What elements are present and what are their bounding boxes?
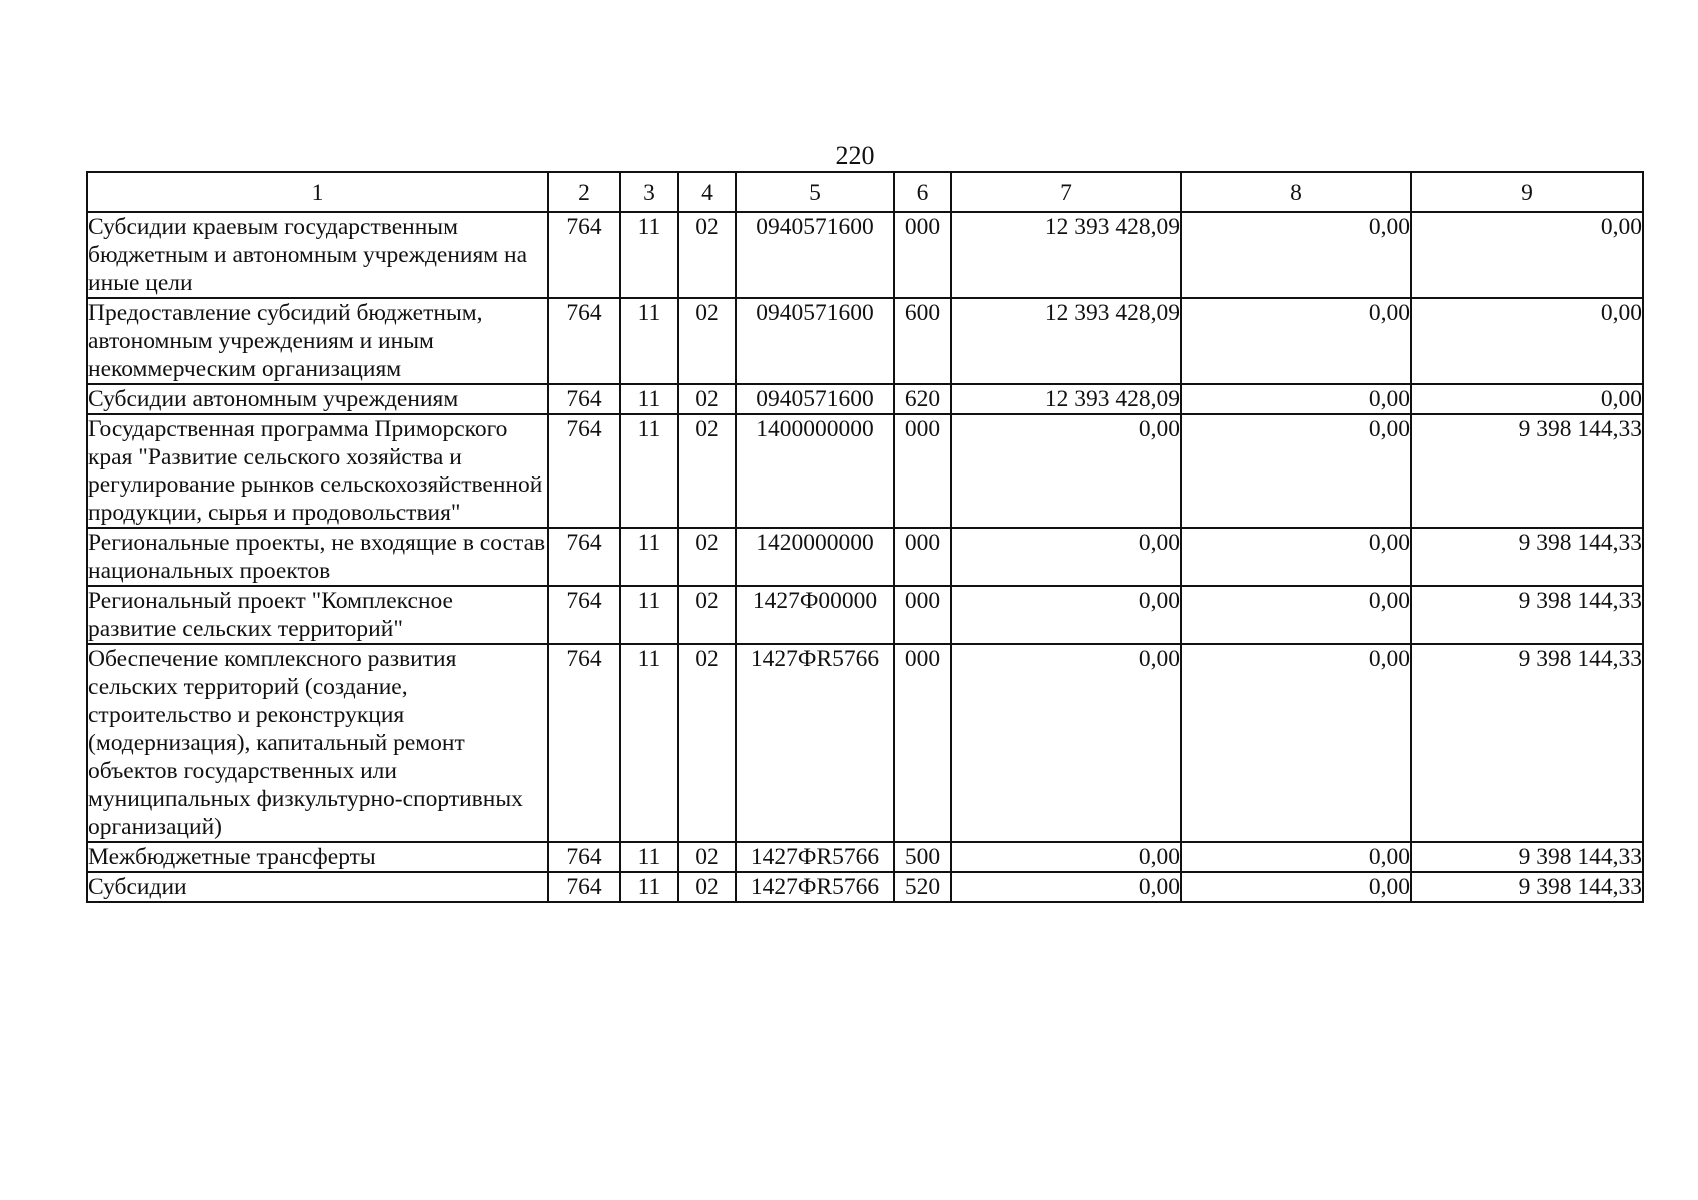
ministry-code-cell: 764 [548, 644, 620, 842]
table-row [87, 872, 1643, 902]
column-number-7: 7 [951, 172, 1181, 212]
expense-type-cell: 520 [894, 872, 951, 902]
page-number: 220 [835, 141, 875, 170]
row-name-cell: Региональные проекты, не входящие в состав национальных проектов [87, 528, 548, 586]
target-article-cell: 0940571600 [736, 384, 894, 414]
table-row [87, 644, 1643, 842]
expense-type-cell: 000 [894, 212, 951, 298]
amount-col7-cell: 0,00 [951, 414, 1181, 528]
amount-col8-cell: 0,00 [1181, 298, 1411, 384]
subsection-code-cell: 02 [678, 384, 736, 414]
amount-col7-cell: 0,00 [951, 842, 1181, 872]
subsection-code-cell: 02 [678, 842, 736, 872]
budget-table [86, 171, 1644, 903]
amount-col9-cell: 9 398 144,33 [1411, 842, 1643, 872]
amount-col9-cell: 0,00 [1411, 384, 1643, 414]
target-article-cell: 1427Ф00000 [736, 586, 894, 644]
amount-col8-cell: 0,00 [1181, 528, 1411, 586]
amount-col9-cell: 9 398 144,33 [1411, 586, 1643, 644]
table-row [87, 528, 1643, 586]
target-article-cell: 0940571600 [736, 298, 894, 384]
amount-col9-cell: 9 398 144,33 [1411, 872, 1643, 902]
target-article-cell: 1427ФR5766 [736, 842, 894, 872]
amount-col7-cell: 0,00 [951, 644, 1181, 842]
column-number-1: 1 [87, 172, 548, 212]
target-article-cell: 1427ФR5766 [736, 872, 894, 902]
target-article-cell: 0940571600 [736, 212, 894, 298]
amount-col7-cell: 0,00 [951, 586, 1181, 644]
table-row [87, 414, 1643, 528]
subsection-code-cell: 02 [678, 872, 736, 902]
row-name-cell: Предоставление субсидий бюджетным, автономным учреждениям и иным некоммерческим организациям [87, 298, 548, 384]
amount-col8-cell: 0,00 [1181, 872, 1411, 902]
ministry-code-cell: 764 [548, 842, 620, 872]
expense-type-cell: 000 [894, 644, 951, 842]
expense-type-cell: 620 [894, 384, 951, 414]
expense-type-cell: 500 [894, 842, 951, 872]
row-name-cell: Межбюджетные трансферты [87, 842, 548, 872]
amount-col7-cell: 0,00 [951, 872, 1181, 902]
ministry-code-cell: 764 [548, 298, 620, 384]
amount-col7-cell: 12 393 428,09 [951, 212, 1181, 298]
column-number-2: 2 [548, 172, 620, 212]
section-code-cell: 11 [620, 298, 678, 384]
amount-col9-cell: 9 398 144,33 [1411, 644, 1643, 842]
amount-col9-cell: 0,00 [1411, 298, 1643, 384]
expense-type-cell: 000 [894, 528, 951, 586]
subsection-code-cell: 02 [678, 298, 736, 384]
section-code-cell: 11 [620, 414, 678, 528]
ministry-code-cell: 764 [548, 528, 620, 586]
amount-col9-cell: 9 398 144,33 [1411, 414, 1643, 528]
column-number-6: 6 [894, 172, 951, 212]
section-code-cell: 11 [620, 586, 678, 644]
row-name-cell: Субсидии краевым государственным бюджетным и автономным учреждениям на иные цели [87, 212, 548, 298]
section-code-cell: 11 [620, 842, 678, 872]
target-article-cell: 1427ФR5766 [736, 644, 894, 842]
subsection-code-cell: 02 [678, 586, 736, 644]
amount-col7-cell: 12 393 428,09 [951, 384, 1181, 414]
column-number-5: 5 [736, 172, 894, 212]
amount-col8-cell: 0,00 [1181, 414, 1411, 528]
section-code-cell: 11 [620, 872, 678, 902]
amount-col9-cell: 0,00 [1411, 212, 1643, 298]
table-row [87, 384, 1643, 414]
amount-col8-cell: 0,00 [1181, 212, 1411, 298]
ministry-code-cell: 764 [548, 872, 620, 902]
amount-col9-cell: 9 398 144,33 [1411, 528, 1643, 586]
expense-type-cell: 000 [894, 414, 951, 528]
row-name-cell: Государственная программа Приморского края "Развитие сельского хозяйства и регулирование рынков сельскохозяйственной продукции, сырья и продовольствия" [87, 414, 548, 528]
row-name-cell: Субсидии [87, 872, 548, 902]
amount-col8-cell: 0,00 [1181, 384, 1411, 414]
column-number-4: 4 [678, 172, 736, 212]
subsection-code-cell: 02 [678, 644, 736, 842]
table-row [87, 842, 1643, 872]
row-name-cell: Обеспечение комплексного развития сельских территорий (создание, строительство и реконструкция (модернизация), капитальный ремонт объектов государственных или муниципальных физкультурно-спортивных организаций) [87, 644, 548, 842]
amount-col7-cell: 0,00 [951, 528, 1181, 586]
row-name-cell: Региональный проект "Комплексное развитие сельских территорий" [87, 586, 548, 644]
table-row [87, 586, 1643, 644]
section-code-cell: 11 [620, 528, 678, 586]
row-name-cell: Субсидии автономным учреждениям [87, 384, 548, 414]
table-row [87, 212, 1643, 298]
subsection-code-cell: 02 [678, 414, 736, 528]
section-code-cell: 11 [620, 212, 678, 298]
ministry-code-cell: 764 [548, 384, 620, 414]
header-row [87, 172, 1643, 212]
amount-col8-cell: 0,00 [1181, 586, 1411, 644]
ministry-code-cell: 764 [548, 586, 620, 644]
expense-type-cell: 000 [894, 586, 951, 644]
amount-col7-cell: 12 393 428,09 [951, 298, 1181, 384]
column-number-8: 8 [1181, 172, 1411, 212]
table-row [87, 298, 1643, 384]
table-header [87, 172, 1643, 212]
target-article-cell: 1400000000 [736, 414, 894, 528]
ministry-code-cell: 764 [548, 414, 620, 528]
column-number-9: 9 [1411, 172, 1643, 212]
target-article-cell: 1420000000 [736, 528, 894, 586]
amount-col8-cell: 0,00 [1181, 644, 1411, 842]
section-code-cell: 11 [620, 384, 678, 414]
expense-type-cell: 600 [894, 298, 951, 384]
table-body [87, 212, 1643, 902]
ministry-code-cell: 764 [548, 212, 620, 298]
column-number-3: 3 [620, 172, 678, 212]
section-code-cell: 11 [620, 644, 678, 842]
subsection-code-cell: 02 [678, 528, 736, 586]
subsection-code-cell: 02 [678, 212, 736, 298]
amount-col8-cell: 0,00 [1181, 842, 1411, 872]
